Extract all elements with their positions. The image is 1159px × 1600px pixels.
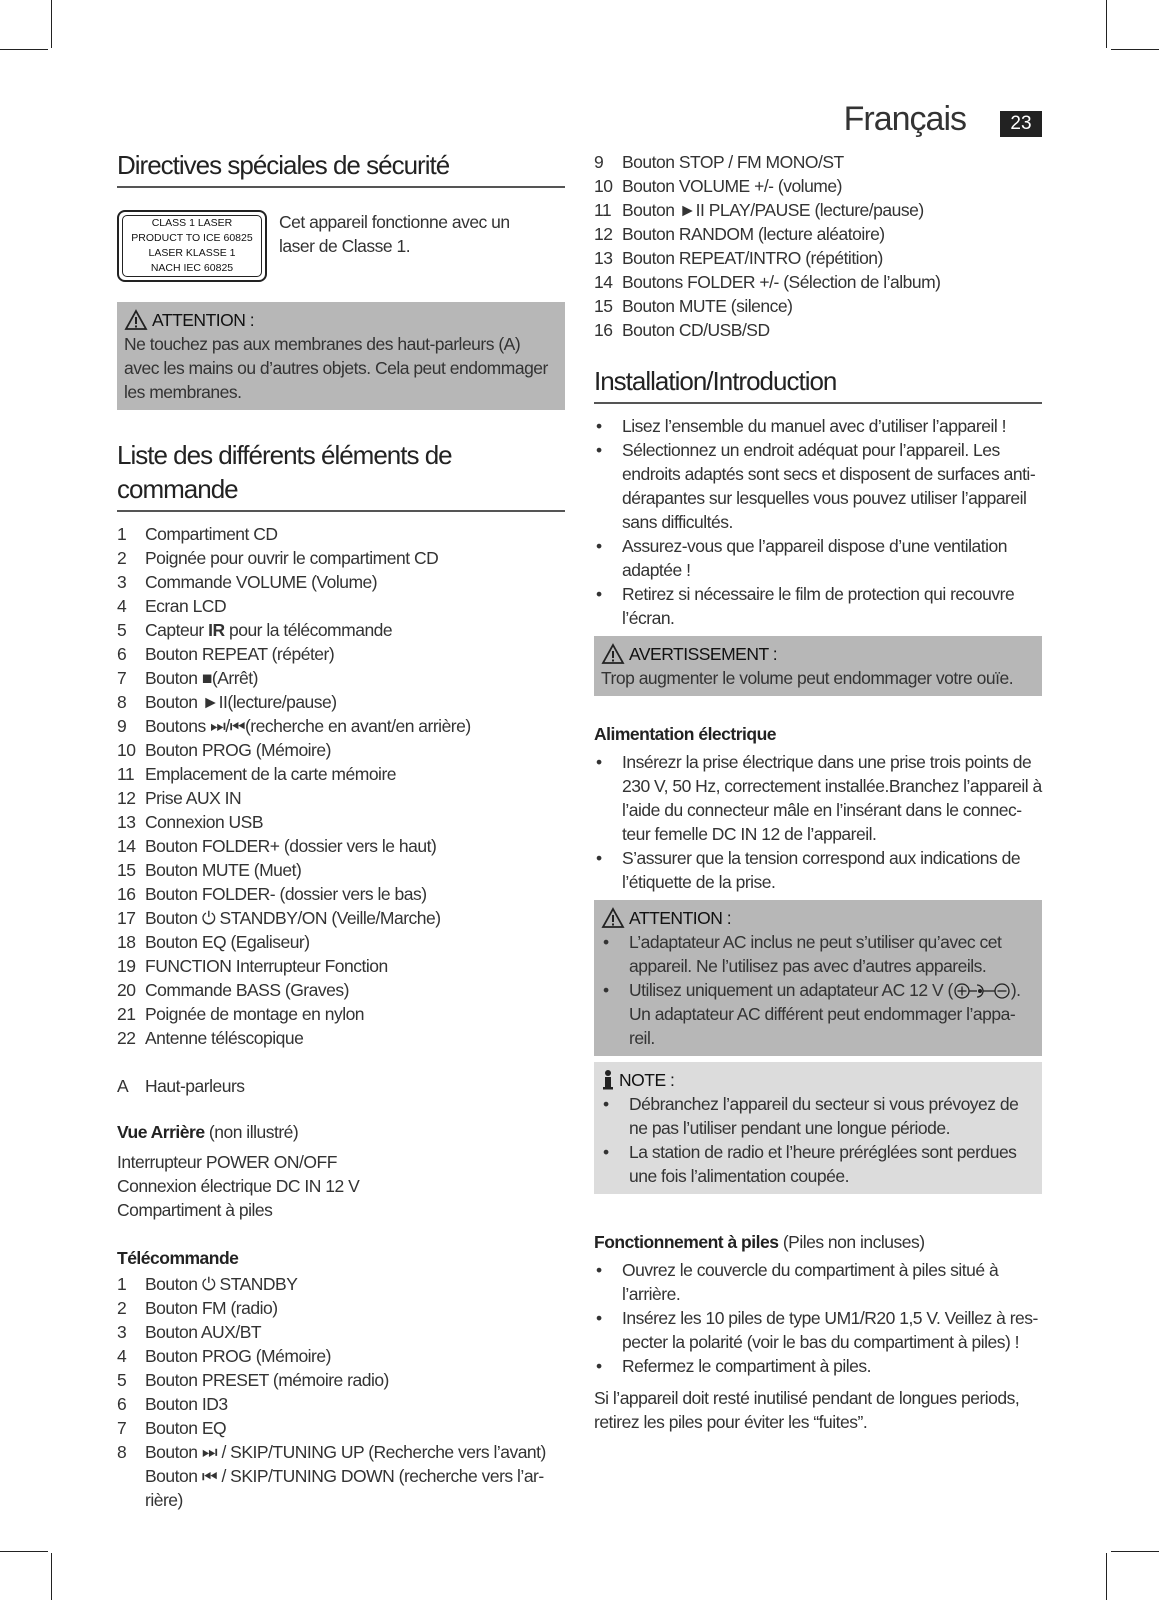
list-item: • L’adaptateur AC inclus ne peut s’utiliser qu’avec cet appareil. Ne l’utilisez pas avec d’autres appareils. bbox=[601, 930, 1035, 978]
list-item bbox=[117, 690, 565, 714]
battery-note: (Piles non incluses) bbox=[778, 1232, 925, 1252]
item-number: 2 bbox=[117, 548, 127, 568]
list-item bbox=[117, 834, 565, 858]
item-text: Utilisez uniquement un adaptateur AC 12 V ( bbox=[629, 980, 953, 1000]
item-text: Bouton EQ bbox=[145, 1418, 227, 1438]
rear-item: Interrupteur POWER ON/OFF bbox=[117, 1152, 337, 1172]
item-text: Bouton EQ (Egaliseur) bbox=[145, 932, 310, 952]
item-number: 20 bbox=[117, 980, 136, 1000]
list-item bbox=[117, 1392, 565, 1416]
attention-label: ATTENTION : bbox=[152, 310, 255, 330]
crop-mark bbox=[51, 0, 52, 48]
attention-box bbox=[117, 302, 565, 410]
item-text: (recherche en avant/en arrière) bbox=[244, 716, 471, 736]
item-text: Boutons bbox=[145, 716, 211, 736]
button-symbol-icon: ►II bbox=[201, 692, 228, 712]
note-list bbox=[601, 1092, 1035, 1188]
list-item bbox=[594, 174, 1042, 198]
list-item: • Lisez l’ensemble du manuel avec d’utiliser l’appareil ! bbox=[594, 414, 1042, 438]
attention2-list bbox=[601, 930, 1035, 1050]
item-text: Bouton PROG (Mémoire) bbox=[145, 1346, 331, 1366]
crop-mark bbox=[1111, 1551, 1159, 1552]
list-item bbox=[117, 882, 565, 906]
item-text: Commande BASS (Graves) bbox=[145, 980, 349, 1000]
list-item bbox=[117, 1272, 565, 1296]
item-prefix: Bouton bbox=[145, 1442, 202, 1462]
warning-label: AVERTISSEMENT : bbox=[629, 644, 778, 664]
item-text: STANDBY bbox=[215, 1274, 298, 1294]
item-text: Commande VOLUME (Volume) bbox=[145, 572, 378, 592]
list-item: • Assurez-vous que l’appareil dispose d’une ventilation adaptée ! bbox=[594, 534, 1042, 582]
laser-label-line: NACH IEC 60825 bbox=[150, 262, 234, 274]
item-text: / SKIP/TUNING DOWN (recherche vers l’ar-rière) bbox=[145, 1466, 544, 1510]
attention2-box bbox=[594, 900, 1042, 1056]
list-item bbox=[117, 1026, 565, 1050]
list-item: • La station de radio et l’heure préréglées sont perdues une fois l’alimentation coupée. bbox=[601, 1140, 1035, 1188]
item-number: 18 bbox=[117, 932, 136, 952]
list-item bbox=[117, 1368, 565, 1392]
list-item: • Débranchez l’appareil du secteur si vous prévoyez de ne pas l’utiliser pendant une longue période. bbox=[601, 1092, 1035, 1140]
remote-list-continued bbox=[594, 150, 1042, 342]
list-item bbox=[594, 246, 1042, 270]
list-item bbox=[117, 594, 565, 618]
attention-text: Ne touchez pas aux membranes des haut-parleurs (A) avec les mains ou d’autres objets. Cela peut endommager les membranes. bbox=[124, 334, 548, 402]
laser-section bbox=[117, 210, 565, 282]
list-item bbox=[117, 738, 565, 762]
list-item bbox=[117, 546, 565, 570]
item-text: Bouton bbox=[145, 1274, 202, 1294]
item-number: 5 bbox=[117, 1370, 127, 1390]
list-item: • Ouvrez le couvercle du compartiment à piles situé à l’arrière. bbox=[594, 1258, 1042, 1306]
attention2-label: ATTENTION : bbox=[629, 908, 732, 928]
list-item bbox=[117, 1416, 565, 1440]
item-number: 3 bbox=[117, 1322, 127, 1342]
list-item bbox=[117, 762, 565, 786]
item-text: Poignée de montage en nylon bbox=[145, 1004, 365, 1024]
list-item bbox=[117, 666, 565, 690]
list-item: • S’assurer que la tension correspond aux indications de l’étiquette de la prise. bbox=[594, 846, 1042, 894]
item-number: 9 bbox=[594, 152, 604, 172]
item-number: 1 bbox=[117, 524, 127, 544]
item-text: (Arrêt) bbox=[211, 668, 258, 688]
note-label: NOTE : bbox=[619, 1070, 675, 1090]
list-item bbox=[117, 930, 565, 954]
item-text: Bouton FOLDER- (dossier vers le bas) bbox=[145, 884, 427, 904]
laser-description: Cet appareil fonctionne avec un laser de Classe 1. bbox=[279, 212, 510, 256]
battery-footer: Si l’appareil doit resté inutilisé pendant de longues periods, retirez les piles pour éviter les “fuites”. bbox=[594, 1388, 1020, 1432]
rear-item: Compartiment à piles bbox=[117, 1200, 273, 1220]
list-item bbox=[594, 198, 1042, 222]
list-item bbox=[117, 978, 565, 1002]
item-bold: IR bbox=[208, 620, 225, 640]
item-text: Bouton MUTE (silence) bbox=[622, 296, 793, 316]
list-item bbox=[117, 1296, 565, 1320]
list-item bbox=[117, 786, 565, 810]
list-item: • Retirez si nécessaire le film de protection qui recouvre l’écran. bbox=[594, 582, 1042, 630]
item-text: Bouton bbox=[145, 692, 202, 712]
laser-label-line: PRODUCT TO ICE 60825 bbox=[131, 232, 253, 244]
item-text: Bouton PRESET (mémoire radio) bbox=[145, 1370, 389, 1390]
list-item bbox=[594, 222, 1042, 246]
item-number: 2 bbox=[117, 1298, 127, 1318]
item-number: 7 bbox=[117, 1418, 127, 1438]
item-text: STANDBY/ON (Veille/Marche) bbox=[215, 908, 441, 928]
item-text: ). Un adaptateur AC différent peut endommager l’appa-reil. bbox=[629, 980, 1021, 1048]
item-text: Ecran LCD bbox=[145, 596, 227, 616]
item-text: Haut-parleurs bbox=[145, 1076, 245, 1096]
item-number: 3 bbox=[117, 572, 127, 592]
item-text: Bouton REPEAT (répéter) bbox=[145, 644, 335, 664]
item-text: PLAY/PAUSE (lecture/pause) bbox=[704, 200, 924, 220]
item-number: 15 bbox=[594, 296, 613, 316]
item-number: 14 bbox=[594, 272, 613, 292]
list-item bbox=[594, 294, 1042, 318]
item-number: 13 bbox=[117, 812, 136, 832]
list-item bbox=[117, 714, 565, 738]
warning-box bbox=[594, 636, 1042, 696]
item-number: 16 bbox=[594, 320, 613, 340]
list-item bbox=[117, 1002, 565, 1026]
item-number: 4 bbox=[117, 596, 127, 616]
list-item bbox=[117, 1074, 565, 1098]
speakers-list bbox=[117, 1074, 565, 1098]
warning-triangle-icon bbox=[124, 309, 148, 331]
controls-list bbox=[117, 522, 565, 1050]
item-text: Bouton ID3 bbox=[145, 1394, 228, 1414]
item-text: Prise AUX IN bbox=[145, 788, 242, 808]
laser-label-line: CLASS 1 LASER bbox=[151, 217, 233, 229]
list-item bbox=[594, 270, 1042, 294]
rear-note: (non illustré) bbox=[204, 1122, 299, 1142]
list-item bbox=[117, 570, 565, 594]
crop-mark bbox=[0, 1551, 48, 1552]
rear-list bbox=[117, 1150, 565, 1222]
power-list bbox=[594, 750, 1042, 894]
button-symbol-icon: ⏭/⏮ bbox=[210, 716, 245, 736]
controls-heading: Liste des différents éléments de commande bbox=[117, 438, 565, 512]
safety-heading: Directives spéciales de sécurité bbox=[117, 148, 565, 188]
crop-mark bbox=[1111, 49, 1159, 50]
button-symbol-icon: ⏻ bbox=[201, 1274, 216, 1294]
list-item: • Sélectionnez un endroit adéquat pour l’appareil. Les endroits adaptés sont secs et disposent de surfaces anti-dérapantes sur lesquelles vous pouvez utiliser l’appareil sans difficultés. bbox=[594, 438, 1042, 534]
item-number: 10 bbox=[594, 176, 613, 196]
left-column bbox=[117, 148, 565, 1512]
list-item bbox=[117, 1440, 565, 1512]
skip-forward-icon: ⏭ bbox=[201, 1442, 218, 1462]
item-text: Bouton CD/USB/SD bbox=[622, 320, 770, 340]
remote-list-8 bbox=[117, 1440, 565, 1512]
item-number: 4 bbox=[117, 1346, 127, 1366]
warning-triangle-icon bbox=[601, 907, 625, 929]
language-heading: Français bbox=[843, 100, 966, 138]
dc-polarity-icon bbox=[953, 982, 1011, 1000]
item-number: 21 bbox=[117, 1004, 136, 1024]
power-heading: Alimentation électrique bbox=[594, 724, 777, 744]
item-number: 22 bbox=[117, 1028, 136, 1048]
item-text: Bouton bbox=[145, 668, 202, 688]
item-number: A bbox=[117, 1076, 129, 1096]
item-prefix: Bouton bbox=[145, 1466, 202, 1486]
item-number: 9 bbox=[117, 716, 127, 736]
item-text: Bouton MUTE (Muet) bbox=[145, 860, 302, 880]
item-text: Connexion USB bbox=[145, 812, 264, 832]
install-heading: Installation/Introduction bbox=[594, 364, 1042, 404]
item-number: 14 bbox=[117, 836, 136, 856]
item-text: Bouton FM (radio) bbox=[145, 1298, 278, 1318]
list-item bbox=[117, 1344, 565, 1368]
note-box bbox=[594, 1062, 1042, 1194]
item-number: 6 bbox=[117, 1394, 127, 1414]
battery-heading bbox=[594, 1230, 1042, 1254]
item-text: pour la télécommande bbox=[224, 620, 393, 640]
warning-text: Trop augmenter le volume peut endommager votre ouïe. bbox=[601, 668, 1014, 688]
info-icon bbox=[601, 1069, 615, 1091]
crop-mark bbox=[1106, 1553, 1107, 1600]
install-list bbox=[594, 414, 1042, 630]
item-number: 15 bbox=[117, 860, 136, 880]
remote-heading: Télécommande bbox=[117, 1248, 239, 1268]
crop-mark bbox=[1106, 0, 1107, 48]
laser-label-text bbox=[122, 215, 262, 277]
attention-header bbox=[124, 308, 558, 332]
list-item bbox=[601, 978, 1035, 1050]
item-text: Bouton FOLDER+ (dossier vers le haut) bbox=[145, 836, 437, 856]
right-column bbox=[594, 150, 1042, 1434]
item-text: Bouton REPEAT/INTRO (répétition) bbox=[622, 248, 883, 268]
rear-item: Connexion électrique DC IN 12 V bbox=[117, 1176, 360, 1196]
laser-class-label bbox=[117, 210, 267, 282]
item-text: Capteur bbox=[145, 620, 209, 640]
item-text: FUNCTION Interrupteur Fonction bbox=[145, 956, 388, 976]
item-text: Bouton AUX/BT bbox=[145, 1322, 262, 1342]
list-item: • Refermez le compartiment à piles. bbox=[594, 1354, 1042, 1378]
item-text: Bouton bbox=[145, 908, 202, 928]
button-symbol-icon: ⏻ bbox=[201, 908, 216, 928]
list-item bbox=[117, 906, 565, 930]
item-text: Bouton RANDOM (lecture aléatoire) bbox=[622, 224, 885, 244]
skip-back-icon: ⏮ bbox=[201, 1466, 218, 1486]
item-number: 8 bbox=[117, 1442, 127, 1462]
item-text: Compartiment CD bbox=[145, 524, 278, 544]
item-text: Emplacement de la carte mémoire bbox=[145, 764, 396, 784]
list-item bbox=[117, 618, 565, 642]
list-item: • Insérezr la prise électrique dans une prise trois points de 230 V, 50 Hz, correctement installée.Branchez l’appareil à l’aide du connecteur mâle en l’insérant dans le connec-teur femelle DC IN 12 de l’appareil. bbox=[594, 750, 1042, 846]
page-number: 23 bbox=[1000, 111, 1042, 137]
item-number: 19 bbox=[117, 956, 136, 976]
note-header bbox=[601, 1068, 1035, 1092]
item-text: Poignée pour ouvrir le compartiment CD bbox=[145, 548, 439, 568]
warning-header bbox=[601, 642, 1035, 666]
list-item bbox=[117, 522, 565, 546]
item-number: 8 bbox=[117, 692, 127, 712]
item-number: 11 bbox=[117, 764, 135, 784]
item-text: Antenne téléscopique bbox=[145, 1028, 304, 1048]
button-symbol-icon: ►II bbox=[678, 200, 705, 220]
list-item bbox=[117, 642, 565, 666]
item-number: 7 bbox=[117, 668, 127, 688]
item-number: 12 bbox=[117, 788, 136, 808]
crop-mark bbox=[51, 1553, 52, 1600]
laser-label-line: LASER KLASSE 1 bbox=[148, 247, 236, 259]
item-number: 13 bbox=[594, 248, 613, 268]
item-number: 16 bbox=[117, 884, 136, 904]
crop-mark bbox=[0, 49, 48, 50]
rear-heading bbox=[117, 1120, 565, 1144]
list-item bbox=[117, 1320, 565, 1344]
item-text: (lecture/pause) bbox=[227, 692, 337, 712]
item-text: / SKIP/TUNING UP (Recherche vers l’avant) bbox=[217, 1442, 546, 1462]
warning-triangle-icon bbox=[601, 643, 625, 665]
item-number: 6 bbox=[117, 644, 127, 664]
button-symbol-icon: ■ bbox=[201, 668, 212, 688]
item-text: Boutons FOLDER +/- (Sélection de l’album) bbox=[622, 272, 941, 292]
rear-title: Vue Arrière bbox=[117, 1122, 205, 1142]
item-number: 5 bbox=[117, 620, 127, 640]
item-text: Bouton STOP / FM MONO/ST bbox=[622, 152, 844, 172]
item-number: 10 bbox=[117, 740, 136, 760]
list-item bbox=[117, 858, 565, 882]
item-number: 1 bbox=[117, 1274, 127, 1294]
list-item bbox=[117, 954, 565, 978]
list-item bbox=[594, 318, 1042, 342]
item-number: 11 bbox=[594, 200, 612, 220]
item-text: Bouton VOLUME +/- (volume) bbox=[622, 176, 842, 196]
list-item: • Insérez les 10 piles de type UM1/R20 1,5 V. Veillez à res-pecter la polarité (voir le bas du compartiment à piles) ! bbox=[594, 1306, 1042, 1354]
item-text: Bouton PROG (Mémoire) bbox=[145, 740, 331, 760]
list-item bbox=[594, 150, 1042, 174]
list-item bbox=[117, 810, 565, 834]
attention2-header bbox=[601, 906, 1035, 930]
item-number: 12 bbox=[594, 224, 613, 244]
item-number: 17 bbox=[117, 908, 136, 928]
remote-list bbox=[117, 1272, 565, 1440]
battery-list bbox=[594, 1258, 1042, 1378]
item-text: Bouton bbox=[622, 200, 679, 220]
battery-title: Fonctionnement à piles bbox=[594, 1232, 779, 1252]
